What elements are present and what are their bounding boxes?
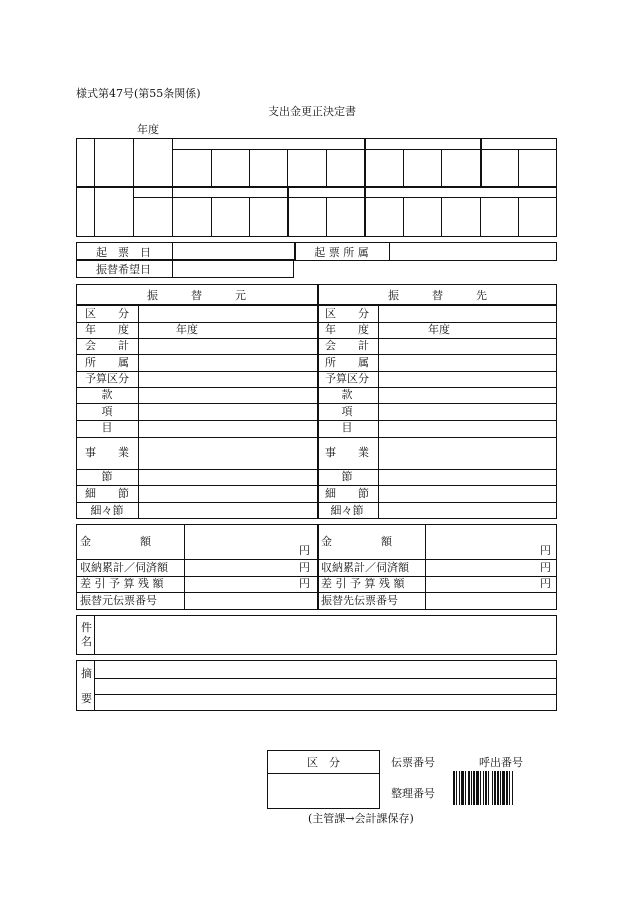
remarks-field[interactable]	[95, 662, 555, 709]
from-cumulative-label: 収納累計／伺済額	[80, 561, 168, 574]
category-label: 区 分	[307, 756, 340, 769]
subject-label-1: 件	[81, 621, 92, 634]
to-row-label: 区 分	[325, 307, 369, 320]
to-row-label: 細 節	[325, 487, 369, 500]
from-balance-yen: 円	[299, 577, 310, 590]
storage-note: (主管課→会計課保存)	[308, 812, 414, 825]
to-row-label: 年 度	[325, 323, 369, 336]
issue-date-label: 起 票 日	[96, 246, 151, 259]
issue-dept-label: 起 票 所 属	[314, 246, 369, 259]
remarks-label-2: 要	[81, 692, 92, 705]
transfer-date-field[interactable]	[172, 260, 292, 277]
from-slip-label: 振替元伝票番号	[80, 594, 157, 607]
to-row-label: 項	[341, 405, 353, 418]
category-field[interactable]	[269, 774, 378, 807]
to-year-suffix: 年度	[428, 323, 450, 336]
from-row-label: 項	[101, 405, 113, 418]
to-row-label: 所 属	[325, 356, 369, 369]
form-number: 様式第47号(第55条関係)	[76, 87, 201, 100]
from-row-label: 所 属	[85, 356, 129, 369]
subject-label-2: 名	[81, 635, 92, 648]
to-row-label: 節	[341, 470, 353, 483]
to-cumulative-label: 収納累計／伺済額	[321, 561, 409, 574]
to-amount-label: 金 額	[321, 535, 393, 548]
code-grid	[76, 138, 557, 237]
subject-field[interactable]	[95, 617, 555, 653]
from-row-label: 会 計	[85, 339, 129, 352]
document-title: 支出金更正決定書	[268, 105, 356, 118]
to-cumulative-yen: 円	[540, 561, 551, 574]
issue-dept-field[interactable]	[390, 243, 555, 260]
to-row-label: 細々節	[330, 504, 364, 517]
transfer-from-heading: 振 替 元	[147, 289, 246, 302]
from-row-label: 区 分	[85, 307, 129, 320]
to-row-label: 会 計	[325, 339, 369, 352]
to-balance-label: 差 引 予 算 残 額	[321, 577, 405, 590]
from-row-label: 目	[101, 421, 113, 434]
from-year-suffix: 年度	[176, 323, 198, 336]
transfer-date-label: 振替希望日	[96, 263, 151, 276]
from-row-label: 年 度	[85, 323, 129, 336]
to-amount-yen: 円	[540, 544, 551, 557]
call-number-label: 呼出番号	[479, 756, 523, 769]
to-row-label: 款	[341, 388, 353, 401]
barcode-icon	[453, 771, 553, 805]
to-slip-label: 振替先伝票番号	[321, 594, 398, 607]
from-amount-label: 金 額	[80, 535, 152, 548]
from-row-label: 節	[101, 470, 113, 483]
transfer-to-heading: 振 替 先	[388, 289, 487, 302]
from-row-label: 細々節	[90, 504, 124, 517]
from-row-label: 款	[101, 388, 113, 401]
transfer-table	[76, 284, 557, 519]
issue-date-field[interactable]	[172, 243, 292, 260]
to-balance-yen: 円	[540, 577, 551, 590]
to-row-label: 目	[341, 421, 353, 434]
to-row-label: 事 業	[325, 446, 369, 459]
from-balance-label: 差 引 予 算 残 額	[80, 577, 164, 590]
slip-number-label: 伝票番号	[391, 756, 435, 769]
fiscal-year-label: 年度	[137, 123, 159, 136]
from-row-label: 予算区分	[85, 372, 129, 385]
ref-number-label: 整理番号	[391, 787, 435, 800]
remarks-label-1: 摘	[81, 667, 92, 680]
from-amount-yen: 円	[299, 544, 310, 557]
to-row-label: 予算区分	[325, 372, 369, 385]
from-cumulative-yen: 円	[299, 561, 310, 574]
from-row-label: 事 業	[85, 446, 129, 459]
from-row-label: 細 節	[85, 487, 129, 500]
